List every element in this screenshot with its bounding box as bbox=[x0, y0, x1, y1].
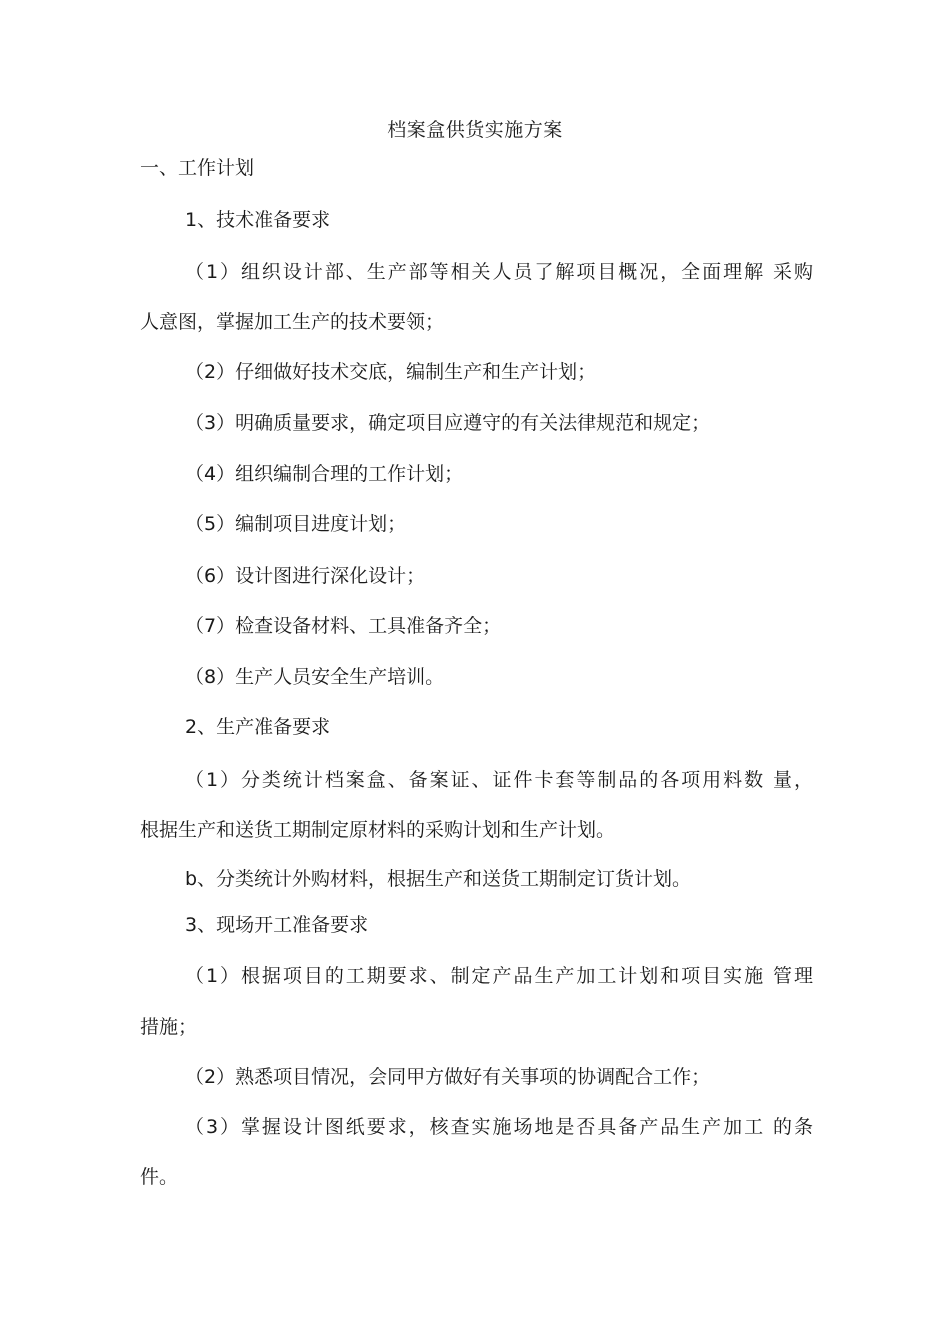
site-item-3-line-2: 件。 bbox=[140, 1166, 179, 1188]
document-title: 档案盒供货实施方案 bbox=[387, 119, 563, 141]
subheading-technical-prep: 1、技术准备要求 bbox=[185, 209, 331, 231]
tech-item-1-line-1: （1）组织设计部、生产部等相关人员了解项目概况，全面理解 采购 bbox=[185, 261, 813, 283]
tech-item-6: （6）设计图进行深化设计； bbox=[185, 565, 426, 587]
prod-item-1-line-2: 根据生产和送货工期制定原材料的采购计划和生产计划。 bbox=[140, 819, 616, 841]
tech-item-3: （3）明确质量要求，确定项目应遵守的有关法律规范和规定； bbox=[185, 412, 711, 434]
tech-item-2: （2）仔细做好技术交底，编制生产和生产计划； bbox=[185, 361, 597, 383]
subheading-production-prep: 2、生产准备要求 bbox=[185, 716, 331, 738]
section-heading-work-plan: 一、工作计划 bbox=[140, 157, 255, 179]
tech-item-4: （4）组织编制合理的工作计划； bbox=[185, 463, 464, 485]
prod-item-b: b、分类统计外购材料，根据生产和送货工期制定订货计划。 bbox=[185, 868, 692, 890]
site-item-3-line-1: （3）掌握设计图纸要求，核查实施场地是否具备产品生产加工 的条 bbox=[185, 1116, 813, 1138]
tech-item-1-line-2: 人意图，掌握加工生产的技术要领； bbox=[140, 311, 445, 333]
prod-item-1-line-1: （1）分类统计档案盒、备案证、证件卡套等制品的各项用料数 量， bbox=[185, 769, 813, 791]
subheading-site-prep: 3、现场开工准备要求 bbox=[185, 914, 369, 936]
site-item-2: （2）熟悉项目情况，会同甲方做好有关事项的协调配合工作； bbox=[185, 1066, 711, 1088]
tech-item-8: （8）生产人员安全生产培训。 bbox=[185, 666, 445, 688]
site-item-1-line-2: 措施； bbox=[140, 1016, 198, 1038]
tech-item-5: （5）编制项目进度计划； bbox=[185, 513, 407, 535]
site-item-1-line-1: （1）根据项目的工期要求、制定产品生产加工计划和项目实施 管理 bbox=[185, 965, 813, 987]
tech-item-7: （7）检查设备材料、工具准备齐全； bbox=[185, 615, 502, 637]
